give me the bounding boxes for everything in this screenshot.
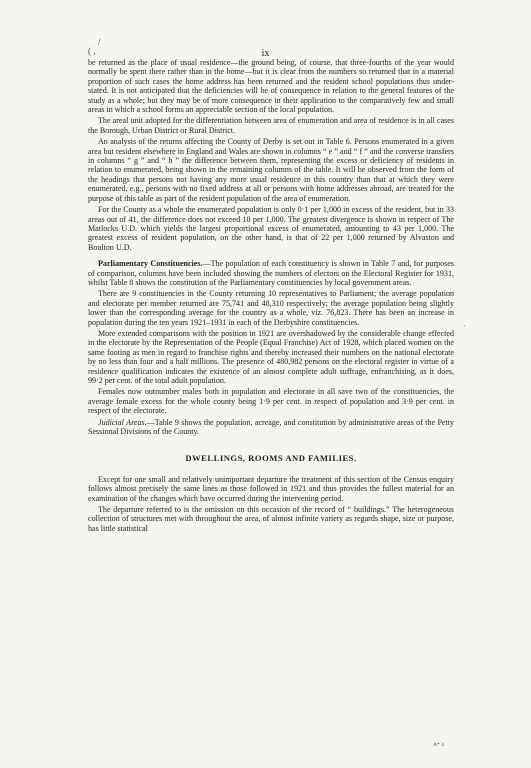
paragraph-constituencies: There are 9 constituencies in the County returning 10 representatives to Parliament; the average population and electorate per member returned are 75,741 and 48,310 respectively; the average population being slightly lower than the corresponding average for the country as a whole, viz. 76,823. There has been an increase in population during the ten years 1921–1931 in each of the Derbyshire constituencies. (88, 289, 454, 327)
paragraph-judicial (88, 418, 454, 437)
paragraph-dwellings-intro: Except for one small and relatively unimportant departure the treatment of this section of the Census enquiry follows almost precisely the same lines as those followed in 1921 and thus provides the fullest material for an examination of the changes which have occurred during the intervening period. (88, 474, 454, 503)
run-head-parliamentary: Parliamentary Constituencies. (98, 259, 203, 269)
mark-line-2: ( , (88, 46, 96, 56)
signature-mark: A* 4 (433, 742, 444, 748)
section-heading: DWELLINGS, ROOMS AND FAMILIES. (185, 453, 357, 464)
paragraph-school-residence: be returned as the place of usual residence—the ground being, of course, that three-fourths of the year would normally be spent there rather than in the home—but it is clear from the numbers so returned that in a material proportion of such cases the home address has been returned and the resident school populations thus under-stated. It is not anticipated that the deficiencies will be of consequence in relation to the general features of the study as a whole; but they may be of more consequence in their application to the comparatively few and small areas in which a school forms an appreciable section of the local population. (88, 58, 454, 115)
margin-dot: · (463, 322, 466, 331)
paragraph-county-whole: For the County as a whole the enumerated population is only 0·1 per 1,000 in excess of the resident, but in 33 areas out of 41, the difference does not exceed 10 per 1,000. The greatest divergence is shown in respect of The Matlocks U.D. which yields the largest proportional excess of enumerated, amounting to 43 per 1,000. The greatest excess of resident population, on the other hand, is that of 22 per 1,000 returned by Alvaston and Boulton U.D. (88, 205, 454, 252)
body-text (88, 58, 454, 535)
run-head-judicial: Judicial Areas. (98, 417, 147, 427)
paragraph-parliamentary-text: —The population of each constituency is shown in Table 7 and, for purposes of comparison, columns have been included showing the numbers of electors on the Electoral Register for 1931, whilst Table 8 shows the constitution of the Parliamentary constituencies by local government areas. (88, 259, 454, 287)
paragraph-derby-analysis: An analysis of the returns affecting the County of Derby is set out in Table 6. Persons enumerated in a given area but resident elsewhere in England and Wales are shown in columns “ e ” and “ f ” and the converse transfers in columns “ g ” and “ h ” the difference between them, representing the excess or deficiency of residents in relation to enumerated, being shown in the remaining columns of the table. It will be observed from the form of the headings that persons not having any more usual residence in this country than that at which they were enumerated, e.g., persons with no fixed address at all or persons with home addresses abroad, are treated for the purpose of this table as part of the resident population of the area of enumeration. (88, 137, 454, 203)
paragraph-females: Females now outnumber males both in population and electorate in all save two of the constituencies, the average female excess for the whole county being 1·9 per cent. in respect of population and 3·9 per cent. in respect of the electorate. (88, 387, 454, 416)
page-number: ix (261, 48, 270, 59)
paragraph-departure: The departure referred to is the omission on this occasion of the record of “ buildings.” The heterogeneous collection of structures met with throughout the area, of almost infinite variety as regards shape, size or purpose, has little statistical (88, 505, 454, 533)
paragraph-areal-unit: The areal unit adopted for the differentiation between area of enumeration and area of residence is in all cases the Borough, Urban District or Rural District. (88, 116, 454, 135)
paragraph-extended-comparisons: More extended comparisons with the position in 1921 are overshadowed by the considerable change effected in the electorate by the Representation of the People (Equal Franchise) Act of 1928, which placed women on the same footing as men in regard to franchise rights and thereby increased their numbers on the national electorate by no less than four and a half millions. The presence of 480,982 persons on the electoral register in virtue of a residence qualification indicates the existence of an almost complete adult suffrage, enfranchising, as it does, 99·2 per cent. of the total adult population. (88, 328, 454, 385)
mark-line-1: / (98, 37, 101, 47)
paragraph-parliamentary (88, 259, 454, 287)
paragraph-judicial-text: —Table 9 shows the population, acreage, and constitution by administrative areas of the Petty Sessional Divisions of the County. (88, 417, 454, 437)
